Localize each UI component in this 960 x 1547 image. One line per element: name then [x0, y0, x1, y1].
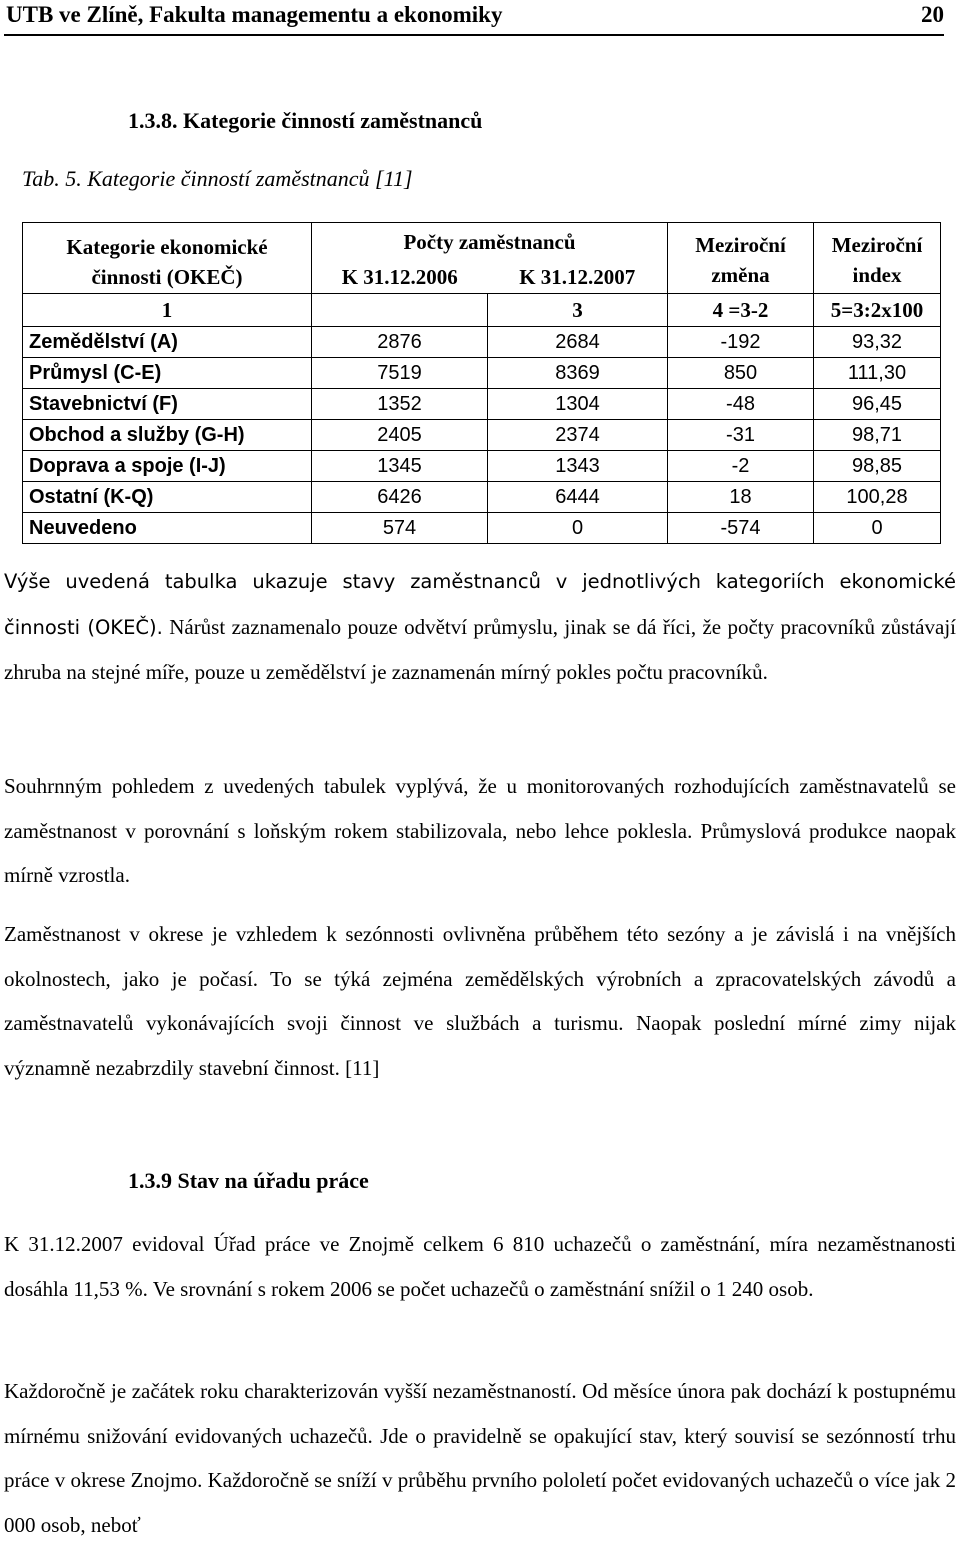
row-label: Doprava a spoje (I-J) — [23, 451, 312, 482]
row-value: 0 — [814, 513, 941, 544]
row-value: 1352 — [312, 389, 488, 420]
row-value: 2876 — [312, 327, 488, 358]
row-value: 850 — [668, 358, 814, 389]
row-label: Zemědělství (A) — [23, 327, 312, 358]
row-value: 574 — [312, 513, 488, 544]
header-okec: Kategorie ekonomické činnosti (OKEČ) — [23, 223, 312, 294]
row-label: Průmysl (C-E) — [23, 358, 312, 389]
row-value: -2 — [668, 451, 814, 482]
row-value: 6444 — [488, 482, 668, 513]
table-row — [23, 420, 941, 451]
row-value: -192 — [668, 327, 814, 358]
header-pocty: Počty zaměstnanců — [312, 223, 668, 262]
header-2006: K 31.12.2006 — [312, 261, 488, 294]
paragraph-5: Každoročně je začátek roku charakterizován vyšší nezaměstnaností. Od měsíce února pak dochází k postupnému mírnému snižování evidovaných uchazečů. Jde o pravidelně se opakující stav, který souvisí se sezónností trhu práce v okrese Znojmo. Každoročně se sníží v průběhu prvního pololetí počet evidovaných uchazečů o více jak 2 000 osob, neboť — [4, 1379, 956, 1537]
table-header-row — [23, 223, 941, 262]
header-mezirocni-index: Meziroční index — [814, 223, 941, 294]
table-row — [23, 327, 941, 358]
employee-category-table — [22, 222, 941, 544]
paragraph-1 — [4, 560, 956, 696]
row-value: 96,45 — [814, 389, 941, 420]
table-row — [23, 358, 941, 389]
table-row — [23, 389, 941, 420]
row-value: 98,85 — [814, 451, 941, 482]
page-header — [4, 0, 944, 36]
paragraph-1-serif-text: Nárůst zaznamenalo pouze odvětví průmyslu, jinak se dá říci, že počty pracovníků zůstávají zhruba na stejné míře, pouze u zemědělství je zaznamenán mírný pokles počtu pracovníků. — [4, 614, 956, 684]
header-2007: K 31.12.2007 — [488, 261, 668, 294]
section-heading-1-3-8: 1.3.8. Kategorie činností zaměstnanců — [128, 108, 483, 133]
numbering-cell: 5=3:2x100 — [814, 294, 941, 327]
row-value: -574 — [668, 513, 814, 544]
numbering-cell: 1 — [23, 294, 312, 327]
section-heading-1-3-9: 1.3.9 Stav na úřadu práce — [128, 1168, 369, 1193]
row-value: 100,28 — [814, 482, 941, 513]
row-label: Ostatní (K-Q) — [23, 482, 312, 513]
row-value: -31 — [668, 420, 814, 451]
row-label: Neuvedeno — [23, 513, 312, 544]
numbering-cell — [312, 294, 488, 327]
row-value: 6426 — [312, 482, 488, 513]
row-label: Obchod a služby (G-H) — [23, 420, 312, 451]
numbering-cell: 4 =3-2 — [668, 294, 814, 327]
table-row — [23, 513, 941, 544]
header-mezirocni-zmena: Meziroční změna — [668, 223, 814, 294]
row-value: 1345 — [312, 451, 488, 482]
row-value: 1304 — [488, 389, 668, 420]
table-row — [23, 482, 941, 513]
row-value: 111,30 — [814, 358, 941, 389]
table-row — [23, 451, 941, 482]
row-value: -48 — [668, 389, 814, 420]
paragraph-4: K 31.12.2007 evidoval Úřad práce ve Znojmě celkem 6 810 uchazečů o zaměstnání, míra nezaměstnanosti dosáhla 11,53 %. Ve srovnání s rokem 2006 se počet uchazečů o zaměstnání snížil o 1 240 osob. — [4, 1232, 956, 1301]
paragraph-1-sans-text: Výše uvedená tabulka ukazuje stavy zaměstnanců v jednotlivých kategoriích ekonomické činnosti (OKEČ). — [4, 570, 956, 639]
table-numbering-row — [23, 294, 941, 327]
paragraph-2: Souhrnným pohledem z uvedených tabulek vyplývá, že u monitorovaných rozhodujících zaměstnavatelů se zaměstnanost v porovnání s loňským rokem stabilizovala, nebo lehce poklesla. Průmyslová produkce naopak mírně vzrostla. — [4, 774, 956, 887]
row-value: 2374 — [488, 420, 668, 451]
row-value: 2405 — [312, 420, 488, 451]
table-caption: Tab. 5. Kategorie činností zaměstnanců [11] — [22, 166, 413, 191]
row-value: 0 — [488, 513, 668, 544]
row-value: 7519 — [312, 358, 488, 389]
row-value: 93,32 — [814, 327, 941, 358]
row-value: 1343 — [488, 451, 668, 482]
header-title: UTB ve Zlíně, Fakulta managementu a ekonomiky — [6, 2, 503, 27]
row-value: 18 — [668, 482, 814, 513]
paragraph-3: Zaměstnanost v okrese je vzhledem k sezónnosti ovlivněna průběhem této sezóny a je závislá i na vnějších okolnostech, jako je počasí. To se týká zejména zemědělských výrobních a zpracovatelských závodů a zaměstnavatelů vykonávajících svoji činnost ve službách a turismu. Naopak poslední mírné zimy nijak významně nezabrzdily stavební činnost. [11] — [4, 922, 956, 1080]
row-value: 8369 — [488, 358, 668, 389]
row-value: 98,71 — [814, 420, 941, 451]
page-number: 20 — [921, 2, 944, 27]
row-label: Stavebnictví (F) — [23, 389, 312, 420]
table-body — [23, 327, 941, 544]
numbering-cell: 3 — [488, 294, 668, 327]
row-value: 2684 — [488, 327, 668, 358]
